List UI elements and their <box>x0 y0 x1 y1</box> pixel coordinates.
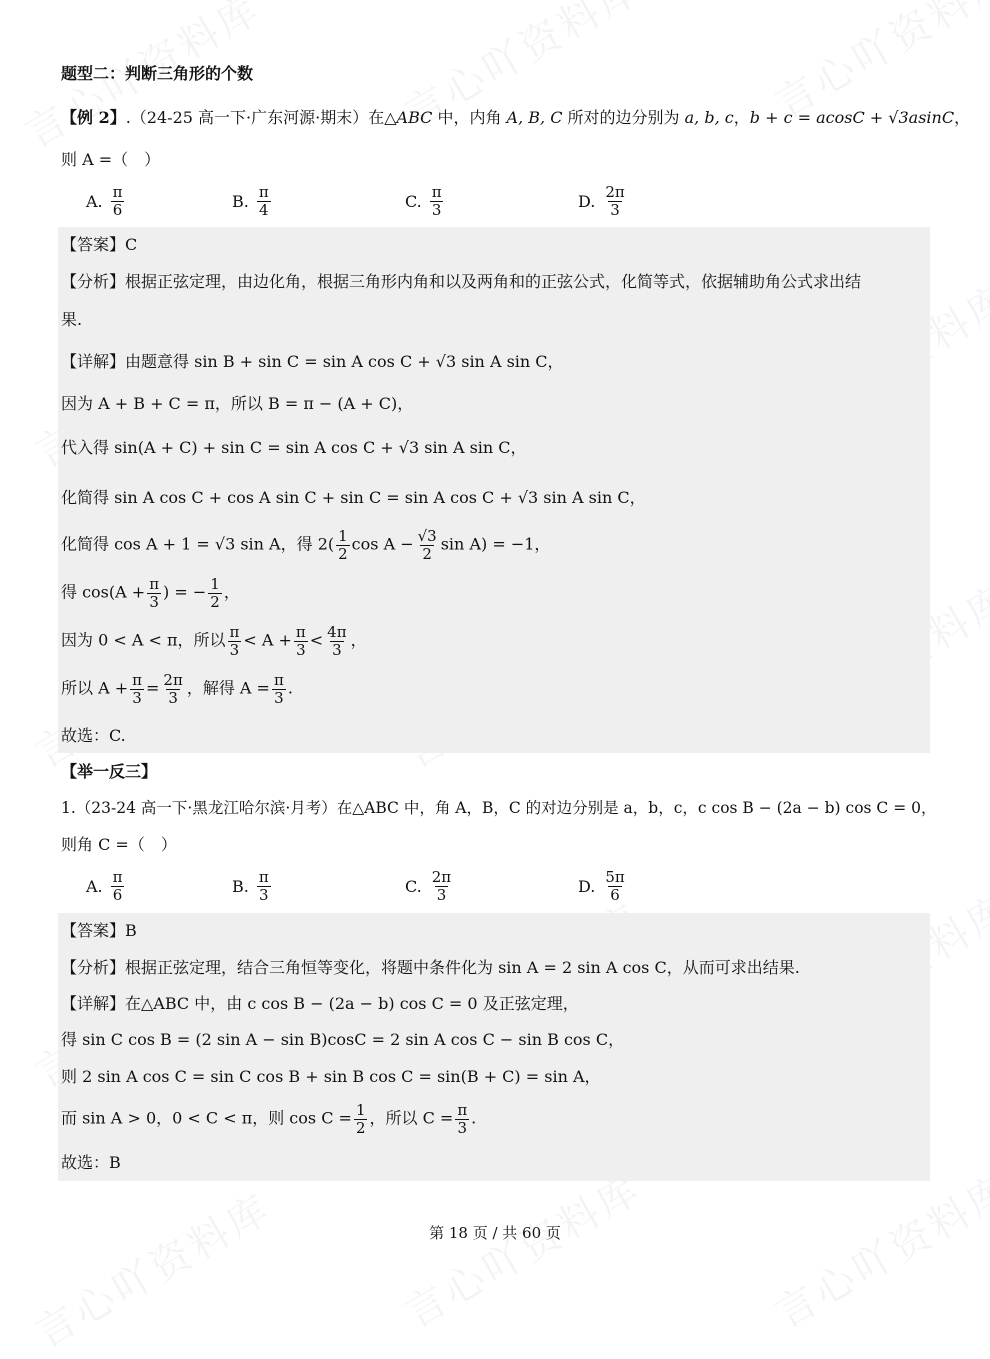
practice-answer: 【答案】B <box>61 921 137 940</box>
detail-text: < A + <box>243 630 292 650</box>
example-text: 所对的边分别为 <box>562 108 685 127</box>
watermark <box>393 1158 650 1339</box>
practice-detail-line3: 则 2 sin A cos C = sin C cos B + sin B cos C = sin(B + C) = sin A， <box>61 1067 601 1086</box>
frac-num: π <box>457 1101 468 1119</box>
frac-num: π <box>149 575 160 593</box>
example-text: ， <box>733 108 750 127</box>
analysis-text: 根据正弦定理，由边化角，根据三角形内角和以及两角和的正弦公式，化简等式，依据辅助角公式求出结 <box>125 272 862 291</box>
option-b[interactable] <box>232 869 273 903</box>
frac-den: 2 <box>338 544 348 563</box>
practice-detail-line4 <box>61 1102 476 1136</box>
option-d[interactable] <box>578 869 629 903</box>
practice-detail-line1: 【详解】在△ABC 中，由 c cos B − (2a − b) cos C = 0 及正弦定理， <box>61 994 579 1013</box>
option-label: A. <box>86 191 103 211</box>
detail-text: < <box>309 630 324 650</box>
option-label: A. <box>86 876 103 896</box>
frac-num: √3 <box>417 527 437 545</box>
option-label: C. <box>405 876 422 896</box>
example-question-line2: 则 A =（ ） <box>61 150 161 169</box>
detail-text: 所以 A + <box>61 678 129 698</box>
example-source: .（24-25 高一下·广东河源·期末）在 <box>125 108 385 127</box>
detail-text: 而 sin A > 0，0 < C < π，则 cos C = <box>61 1108 352 1128</box>
frac-num: π <box>431 183 442 201</box>
option-label: B. <box>232 191 249 211</box>
example-question <box>61 108 970 129</box>
detail-text: 由题意得 sin B + sin C = sin A cos C + √3 sin A sin C， <box>125 352 564 371</box>
frac-den: 3 <box>457 1118 468 1137</box>
detail-text: . <box>471 1108 477 1128</box>
frac-den: 4 <box>259 200 269 219</box>
frac-num: 2π <box>605 183 625 201</box>
frac-num: 1 <box>355 1101 366 1119</box>
practice-analysis: 【分析】根据正弦定理，结合三角恒等变化，将题中条件化为 sin A = 2 sin A cos C，从而可求出结果. <box>61 958 800 977</box>
frac-den: 6 <box>112 200 123 219</box>
example-detail-line5 <box>61 528 550 562</box>
option-label: D. <box>578 191 596 211</box>
frac-num: 5π <box>605 868 625 886</box>
frac-den: 2 <box>422 544 432 563</box>
example-analysis-cont: 果. <box>61 310 83 329</box>
frac-den: 3 <box>168 688 178 707</box>
option-c[interactable] <box>405 184 446 218</box>
frac-num: π <box>295 623 306 641</box>
frac-num: π <box>112 868 123 886</box>
detail-text: 因为 0 < A < π，所以 <box>61 630 226 650</box>
frac-num: 1 <box>210 575 220 593</box>
practice-detail-line2: 得 sin C cos B = (2 sin A − sin B)cosC = 2 sin A cos C − sin B cos C， <box>61 1030 625 1049</box>
example-detail-line4: 化简得 sin A cos C + cos A sin C + sin C = sin A cos C + √3 sin A sin C， <box>61 488 646 507</box>
frac-den: 3 <box>610 200 620 219</box>
frac-den: 6 <box>610 885 620 904</box>
option-label: C. <box>405 191 422 211</box>
frac-den: 3 <box>296 640 306 659</box>
example-text: ， <box>954 108 971 127</box>
example-detail-line3: 代入得 sin(A + C) + sin C = sin A cos C + √3 sin A sin C， <box>61 438 527 457</box>
example-detail-line6 <box>61 576 240 610</box>
frac-den: 3 <box>332 640 342 659</box>
frac-den: 3 <box>431 200 442 219</box>
frac-num: π <box>112 183 123 201</box>
option-b[interactable] <box>232 184 273 218</box>
frac-num: π <box>132 671 142 689</box>
practice-question: 1.（23-24 高一下·黑龙江哈尔滨·月考）在△ABC 中，角 A，B，C 的对边分别是 a，b，c，c cos B − (2a − b) cos C = 0， <box>61 799 937 817</box>
detail-text: 化简得 cos A + 1 = √3 sin A，得 2( <box>61 534 335 554</box>
frac-den: 3 <box>259 885 269 904</box>
detail-text: . <box>287 678 293 698</box>
example-tag: 【例 2】 <box>61 108 126 127</box>
page-footer: 第 18 页 / 共 60 页 <box>429 1224 561 1242</box>
example-detail-line1 <box>61 352 564 373</box>
frac-num: 4π <box>327 623 347 641</box>
example-text: 中，内角 <box>432 108 507 127</box>
detail-text: ， <box>223 582 240 602</box>
detail-text: ，解得 A = <box>186 678 270 698</box>
watermark <box>763 1158 990 1339</box>
example-detail-line8 <box>61 672 293 706</box>
frac-num: 2π <box>163 671 183 689</box>
frac-num: π <box>273 671 284 689</box>
practice-question-line2: 则角 C =（ ） <box>61 835 177 854</box>
frac-num: 1 <box>338 527 348 545</box>
detail-text: ， <box>350 630 367 650</box>
frac-num: 2π <box>431 868 452 886</box>
option-c[interactable] <box>405 869 455 903</box>
example-analysis <box>61 272 861 293</box>
practice-title: 【举一反三】 <box>61 762 158 781</box>
condition-formula: b + c = acosC + √3asinC <box>749 108 955 127</box>
frac-num: π <box>258 183 269 201</box>
detail-text: cos A − <box>351 534 414 554</box>
option-a[interactable] <box>86 184 127 218</box>
frac-den: 2 <box>210 592 220 611</box>
triangle-label: △ABC <box>384 108 433 127</box>
option-d[interactable] <box>578 184 629 218</box>
detail-text: ，所以 C = <box>369 1108 454 1128</box>
sides-label: a, b, c <box>684 108 734 127</box>
frac-num: π <box>229 623 240 641</box>
frac-den: 6 <box>112 885 123 904</box>
option-a[interactable] <box>86 869 127 903</box>
frac-den: 2 <box>355 1118 366 1137</box>
option-label: D. <box>578 876 596 896</box>
section-title: 题型二：判断三角形的个数 <box>61 64 254 83</box>
frac-den: 3 <box>149 592 159 611</box>
detail-text: 得 cos(A + <box>61 582 146 602</box>
watermark <box>23 1178 280 1359</box>
example-answer: 【答案】C <box>61 235 138 254</box>
detail-text: ) = − <box>163 582 207 602</box>
detail-tag: 【详解】 <box>61 352 126 371</box>
frac-den: 3 <box>274 688 284 707</box>
frac-den: 3 <box>132 688 142 707</box>
analysis-tag: 【分析】 <box>61 272 126 291</box>
example-detail-line7 <box>61 624 367 658</box>
practice-choose: 故选：B <box>61 1153 121 1172</box>
detail-text: sin A) = −1， <box>440 534 551 554</box>
option-label: B. <box>232 876 249 896</box>
example-choose: 故选：C. <box>61 726 126 745</box>
example-detail-line2: 因为 A + B + C = π，所以 B = π − (A + C)， <box>61 394 414 413</box>
frac-den: 3 <box>229 640 240 659</box>
frac-num: π <box>258 868 269 886</box>
detail-text: = <box>146 678 160 698</box>
frac-den: 3 <box>436 885 447 904</box>
angles-label: A, B, C <box>506 108 563 127</box>
